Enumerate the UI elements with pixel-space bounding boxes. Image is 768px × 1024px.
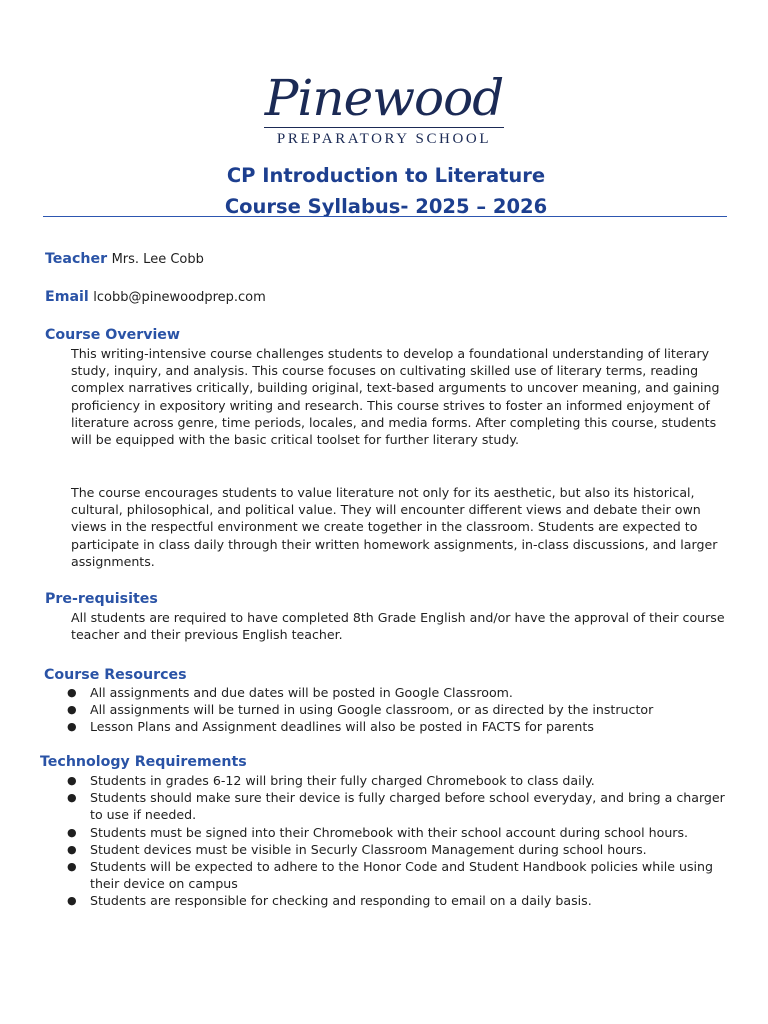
email-address: lcobb@pinewoodprep.com xyxy=(93,290,266,305)
bullet-icon: ● xyxy=(67,774,77,787)
logo-divider xyxy=(264,127,504,128)
list-item: ● Lesson Plans and Assignment deadlines will also be posted in FACTS for parents xyxy=(67,719,594,735)
teacher-name: Mrs. Lee Cobb xyxy=(111,252,204,267)
title-divider xyxy=(43,216,727,217)
list-item: ● Students in grades 6-12 will bring their fully charged Chromebook to class daily. xyxy=(67,773,595,788)
bullet-icon: ● xyxy=(67,894,77,908)
technology-requirements-list xyxy=(67,772,739,910)
list-item: ● All assignments and due dates will be posted in Google Classroom. xyxy=(67,685,513,700)
list-item: ● Students will be expected to adhere to the Honor Code and Student Handbook policies while using their device on campus xyxy=(67,859,713,892)
bullet-icon: ● xyxy=(67,720,77,734)
logo-wordmark: Pinewood xyxy=(264,69,504,127)
bullet-icon: ● xyxy=(67,686,77,699)
prerequisites-text: All students are required to have completed 8th Grade English and/or have the approval of their course teacher and their previous English teacher. xyxy=(71,610,725,643)
email-row xyxy=(45,288,266,306)
course-overview-paragraph-1: This writing-intensive course challenges students to develop a foundational understanding of literary study, inquiry, and analysis. This course focuses on cultivating skilled use of literary terms, reading complex narratives critically, building original, text-based arguments to uncover meaning, and gaining proficiency in expository writing and research. This course strives to foster an informed enjoyment of literature across genre, time periods, locales, and media forms. After completing this course, students will be equipped with the basic critical toolset for further literary study. xyxy=(71,346,720,448)
list-item: ● Student devices must be visible in Securly Classroom Management during school hours. xyxy=(67,841,647,857)
school-logo xyxy=(0,70,768,148)
teacher-row xyxy=(45,250,204,268)
course-overview-heading: Course Overview xyxy=(45,327,181,343)
email-label: Email xyxy=(45,289,89,305)
teacher-label: Teacher xyxy=(45,251,108,267)
bullet-icon: ● xyxy=(67,825,77,839)
prerequisites-heading: Pre-requisites xyxy=(45,591,158,607)
list-item: ● Students should make sure their device is fully charged before school everyday, and bring a charger to use if needed. xyxy=(67,790,725,823)
list-item: ● Students must be signed into their Chromebook with their school account during school hours. xyxy=(67,824,689,840)
technology-requirements-heading: Technology Requirements xyxy=(40,754,247,770)
logo-subtitle: PREPARATORY SCHOOL xyxy=(276,131,492,147)
document-title xyxy=(0,160,768,222)
title-course-name: CP Introduction to Literature xyxy=(226,164,546,187)
bullet-icon: ● xyxy=(67,703,77,717)
course-resources-list xyxy=(67,684,739,736)
course-overview-paragraph-2: The course encourages students to value literature not only for its aesthetic, but also its historical, cultural, philosophical, and political value. They will encounter different views and debate their own views in the respectful environment we create together in the classroom. Students are expected to participate in class daily through their written homework assignments, in-class discussions, and larger assignments. xyxy=(71,485,718,569)
bullet-icon: ● xyxy=(67,860,77,874)
bullet-icon: ● xyxy=(67,791,77,805)
title-syllabus-year: Course Syllabus- 2025 – 2026 xyxy=(224,195,548,218)
bullet-icon: ● xyxy=(67,842,77,856)
course-resources-heading: Course Resources xyxy=(44,667,187,683)
list-item: ● All assignments will be turned in using Google classroom, or as directed by the instructor xyxy=(67,702,654,718)
list-item: ● Students are responsible for checking and responding to email on a daily basis. xyxy=(67,893,592,909)
